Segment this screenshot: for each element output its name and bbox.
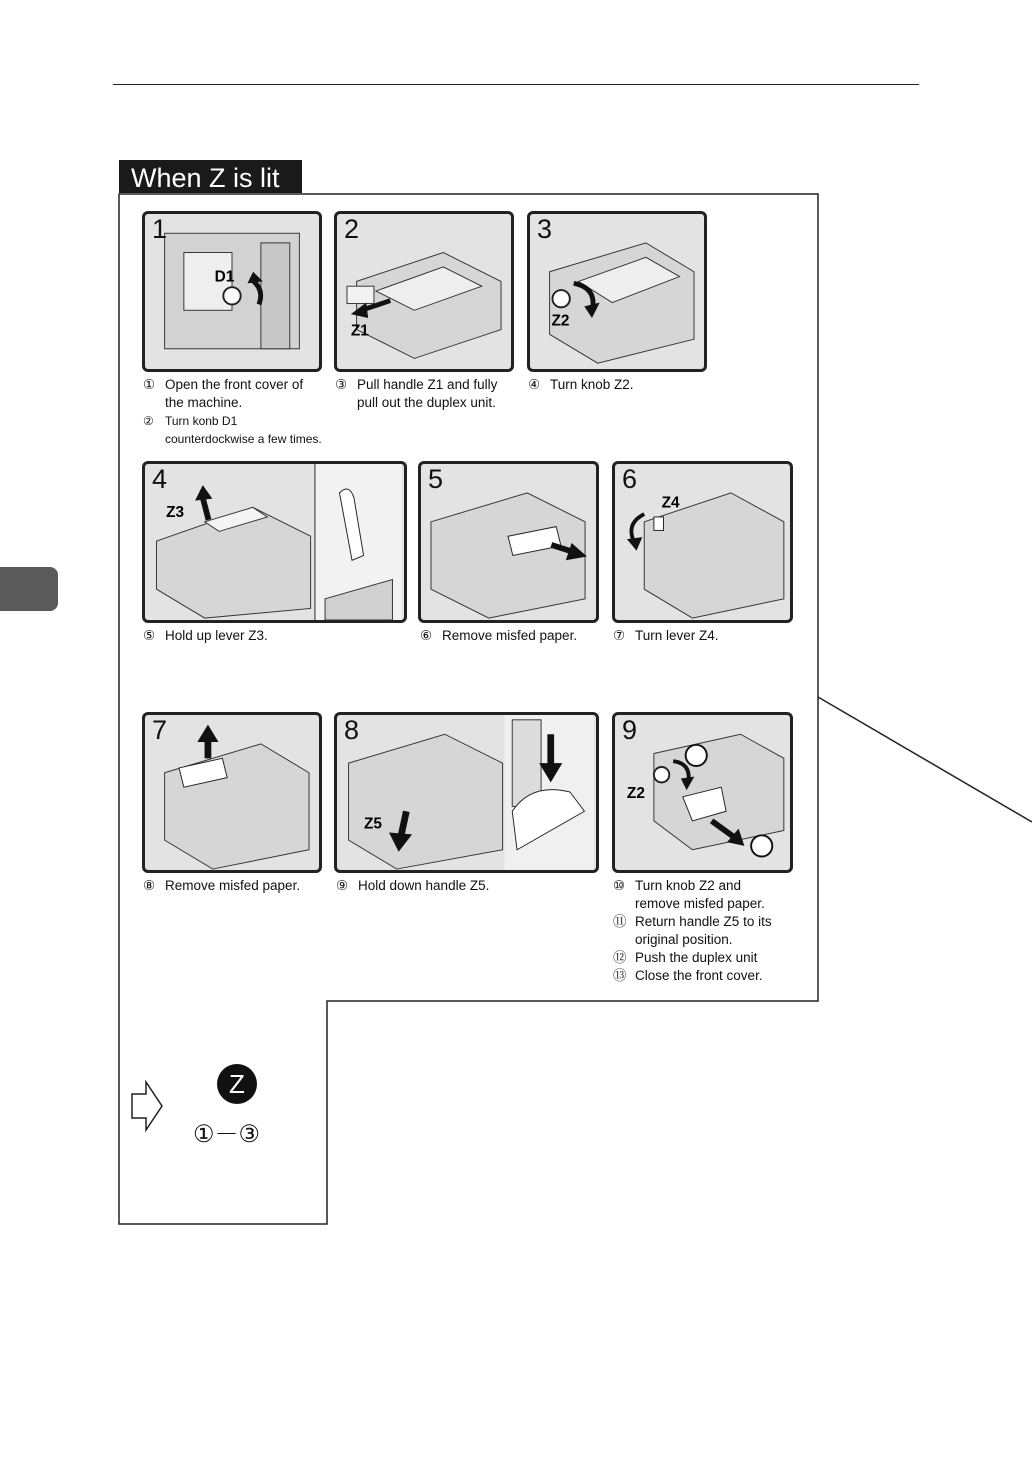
svg-text:Z1: Z1 <box>350 322 369 340</box>
svg-text:D1: D1 <box>214 268 235 286</box>
caption-step-1: ① Open the front cover of the machine. <box>143 377 304 410</box>
step-panel-7 <box>142 712 322 873</box>
svg-text:Z3: Z3 <box>166 503 185 521</box>
step-panel-3 <box>527 211 707 372</box>
step-number: 8 <box>344 715 360 745</box>
knob-z2-illustration <box>530 214 704 369</box>
step-panel-4 <box>142 461 407 623</box>
svg-text:Z2: Z2 <box>551 312 570 330</box>
step-panel-9 <box>612 712 793 873</box>
caption-step-9: ⑨ Hold down handle Z5. <box>336 878 490 893</box>
svg-text:Z2: Z2 <box>626 784 645 802</box>
caption-step-2: ② Turn konb D1 counterdockwise a few times. <box>143 414 322 446</box>
remove-paper-illustration <box>145 715 319 870</box>
caption-step-4: ④ Turn knob Z2. <box>528 377 634 392</box>
callout-line <box>818 697 1032 822</box>
arrow-right-icon <box>130 1080 164 1132</box>
section-title: When Z is lit <box>119 160 302 193</box>
caption-step-12: ⑫ Push the duplex unit <box>613 950 758 965</box>
indicator-z-badge: Z <box>217 1064 257 1104</box>
machine-illustration-1 <box>145 214 319 369</box>
step-panel-8 <box>334 712 599 873</box>
caption-step-10: ⑩ Turn knob Z2 and remove misfed paper. <box>613 878 765 911</box>
knob-z2-remove-illustration <box>615 715 790 870</box>
step-panel-6 <box>612 461 793 623</box>
step-number: 6 <box>622 464 638 494</box>
misfed-paper-illustration <box>421 464 596 620</box>
caption-step-11: ⑪ Return handle Z5 to its original position. <box>613 914 772 947</box>
step-number: 1 <box>152 214 168 244</box>
caption-step-8: ⑧ Remove misfed paper. <box>143 878 301 893</box>
step-number: 5 <box>428 464 444 494</box>
caption-step-3: ③ Pull handle Z1 and fully pull out the duplex unit. <box>335 377 498 410</box>
step-number: 2 <box>344 214 360 244</box>
svg-text:Z5: Z5 <box>363 815 382 833</box>
handle-z5-illustration <box>337 715 596 870</box>
step-panel-2 <box>334 211 514 372</box>
step-number: 4 <box>152 464 168 494</box>
duplex-unit-illustration <box>337 214 511 369</box>
step-panel-5 <box>418 461 599 623</box>
lever-z4-illustration <box>615 464 790 620</box>
lever-z3-illustration <box>145 464 404 620</box>
caption-step-6: ⑥ Remove misfed paper. <box>420 628 578 643</box>
caption-step-7: ⑦ Turn lever Z4. <box>613 628 719 643</box>
step-number: 7 <box>152 715 168 745</box>
caption-step-13: ⑬ Close the front cover. <box>613 968 763 983</box>
caption-step-5: ⑤ Hold up lever Z3. <box>143 628 268 643</box>
indicator-range: ①－③ <box>193 1121 261 1148</box>
svg-text:Z4: Z4 <box>661 494 680 512</box>
step-number: 3 <box>537 214 553 244</box>
step-panel-1 <box>142 211 322 372</box>
step-number: 9 <box>622 715 638 745</box>
